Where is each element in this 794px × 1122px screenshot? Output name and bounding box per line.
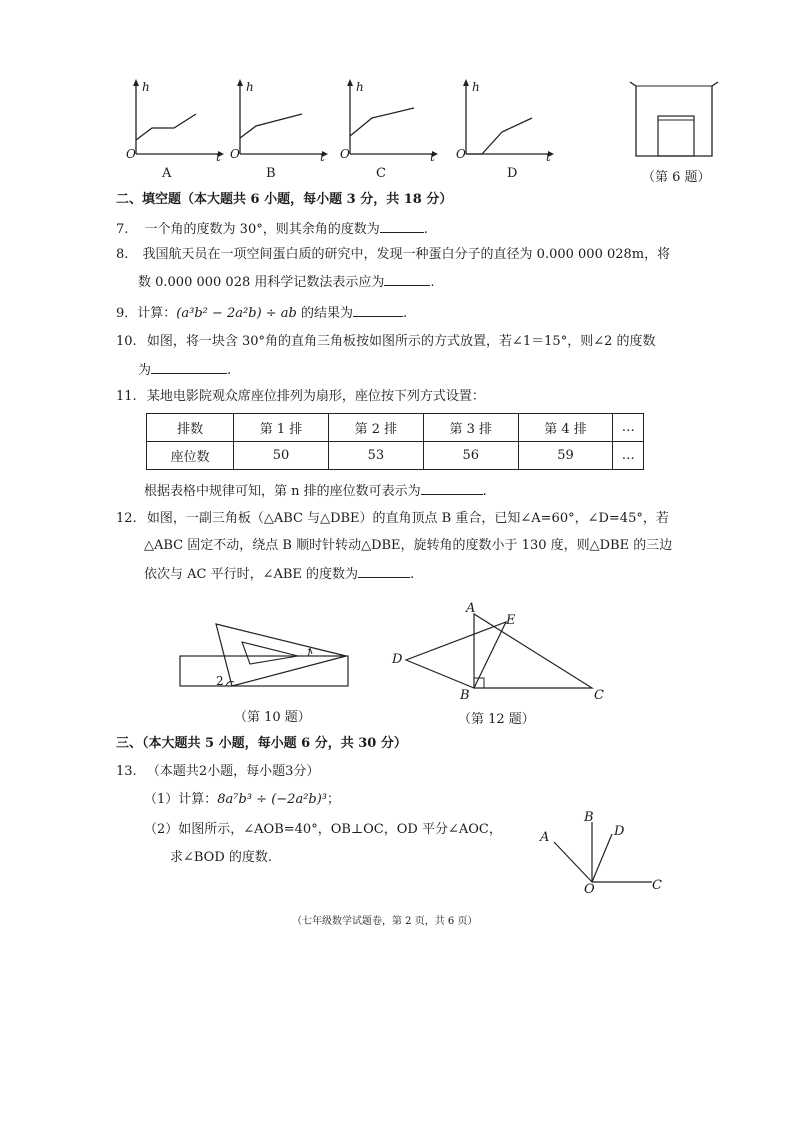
q8-text-line1: 我国航天员在一项空间蛋白质的研究中，发现一种蛋白分子的直径为 0.000 000 028m，将: [142, 247, 671, 262]
q9-expression: (a³b² − 2a²b) ÷ ab: [176, 306, 297, 321]
q9-answer-blank[interactable]: [353, 304, 403, 317]
q10-caption: （第 10 题）: [234, 710, 311, 725]
q12-text-line2: △ABC 固定不动，绕点 B 顺时针转动△DBE，旋转角的度数小于 130 度，则△DBE 的三边: [144, 538, 673, 553]
graph-a-t-label: t: [216, 150, 221, 164]
table-cell: …: [613, 442, 644, 470]
table-cell: 第 4 排: [518, 414, 613, 442]
q13-part2-line1: [144, 822, 502, 838]
q11-after: [144, 482, 487, 500]
q12-text-line3: 依次与 AC 平行时，∠ABE 的度数为: [144, 567, 359, 582]
q11-end: .: [482, 484, 487, 499]
graph-d-o-label: O: [456, 147, 466, 161]
q7-number: 7.: [116, 222, 129, 237]
graph-a-h-label: h: [142, 80, 150, 94]
table-row: [147, 442, 644, 470]
graph-d-h-label: h: [472, 80, 480, 94]
table-cell: 第 1 排: [234, 414, 329, 442]
q6-container-figure: [628, 78, 724, 160]
q10-fig-label-1: 1: [306, 648, 313, 659]
graph-a-o-label: O: [126, 147, 136, 161]
q12-figure: [390, 600, 610, 700]
section2-title: 二、填空题（本大题共 6 小题，每小题 3 分，共 18 分）: [116, 192, 453, 207]
q8-answer-blank[interactable]: [384, 273, 430, 286]
table-cell: 座位数: [147, 442, 234, 470]
q13-part2-line2: [170, 850, 272, 866]
graph-d-t-label: t: [546, 150, 551, 164]
q10-answer-blank[interactable]: [151, 361, 227, 374]
q8-line2: [138, 273, 435, 291]
q13-p1-label: （1）计算：: [144, 792, 218, 807]
q11-line: [116, 389, 485, 405]
graph-b-h-label: h: [246, 80, 254, 94]
table-cell: 59: [518, 442, 613, 470]
graph-a-label: A: [162, 166, 172, 181]
q8-text-line2: 数 0.000 000 028 用科学记数法表示应为: [138, 275, 385, 290]
q13-line: [116, 764, 319, 780]
table-cell: 50: [234, 442, 329, 470]
q12-caption: （第 12 题）: [458, 712, 535, 727]
q12-label-e: E: [506, 613, 516, 628]
q13-p2-text-line1: （2）如图所示，∠AOB=40°，OB⊥OC，OD 平分∠AOC，: [144, 822, 502, 837]
q12-text-line1: 如图，一副三角板（△ABC 与△DBE）的直角顶点 B 重合，已知∠A=60°，∠D=45°，若: [146, 511, 669, 526]
q6-caption: （第 6 题）: [642, 170, 711, 185]
page-footer: （七年级数学试题卷，第 2 页，共 6 页）: [292, 916, 478, 927]
q7-end: .: [423, 222, 428, 237]
q10-number: 10.: [116, 334, 137, 349]
q12-line2: [144, 538, 672, 554]
table-cell: 第 3 排: [423, 414, 518, 442]
q10-text-line2: 为: [138, 363, 152, 378]
graph-c-t-label: t: [430, 150, 435, 164]
q9: [116, 304, 407, 322]
q12-label-b: B: [460, 688, 470, 703]
q11-number: 11.: [116, 389, 137, 404]
q7-text: 一个角的度数为 30°，则其余角的度数为: [144, 222, 380, 237]
table-row: [147, 414, 644, 442]
graph-b-o-label: O: [230, 147, 240, 161]
graph-b-label: B: [266, 166, 276, 181]
q11-after-text: 根据表格中规律可知，第 n 排的座位数可表示为: [144, 484, 421, 499]
graph-c-h-label: h: [356, 80, 364, 94]
q11-text: 某地电影院观众席座位排列为扇形，座位按下列方式设置：: [146, 389, 485, 404]
table-cell: 排数: [147, 414, 234, 442]
q10-text-line1: 如图，将一块含 30°角的直角三角板按如图所示的方式放置，若∠1＝15°，则∠2 的度数: [146, 334, 656, 349]
q8-line1: [116, 247, 670, 263]
q13-angle-figure: [540, 812, 660, 892]
q10-end: .: [227, 363, 232, 378]
q12-label-c: C: [594, 688, 604, 703]
table-cell: 第 2 排: [328, 414, 423, 442]
table-cell: 53: [328, 442, 423, 470]
q13-p1-end: ；: [327, 792, 341, 807]
q8-end: .: [430, 275, 435, 290]
q13-label-d: D: [614, 824, 625, 839]
q12-label-d: D: [392, 652, 403, 667]
q7-answer-blank[interactable]: [380, 220, 424, 233]
q10-line1: [116, 334, 656, 350]
q13-label-c: C: [652, 878, 662, 893]
graph-c-o-label: O: [340, 147, 350, 161]
table-cell: …: [613, 414, 644, 442]
q9-pre: 计算：: [137, 306, 177, 321]
q13-part1: [144, 792, 340, 808]
q13-text: （本题共2小题，每小题3分）: [146, 764, 320, 779]
q9-post: 的结果为: [296, 306, 354, 321]
q9-end: .: [403, 306, 408, 321]
q10-fig-label-2: 2: [216, 674, 224, 688]
q13-label-b: B: [584, 810, 594, 825]
q13-label-o: O: [584, 882, 595, 897]
q10-line2: [138, 361, 231, 379]
q12-number: 12.: [116, 511, 137, 526]
section3-title: 三、（本大题共 5 小题，每小题 6 分，共 30 分）: [116, 736, 407, 751]
q12-line1: [116, 511, 669, 527]
q13-p1-expression: 8a⁷b³ ÷ (−2a²b)³: [217, 792, 328, 807]
q13-p2-text-line2: 求∠BOD 的度数.: [170, 850, 273, 865]
q12-line3: [144, 565, 414, 583]
q13-label-a: A: [540, 830, 550, 845]
q11-seat-table: [146, 413, 644, 470]
q7: [116, 220, 428, 238]
q9-number: 9．: [116, 306, 138, 321]
graph-b-t-label: t: [320, 150, 325, 164]
graph-c-label: C: [376, 166, 386, 181]
graph-d-label: D: [507, 166, 518, 181]
q11-answer-blank[interactable]: [421, 482, 483, 495]
q8-number: 8.: [116, 247, 129, 262]
q12-answer-blank[interactable]: [358, 565, 410, 578]
q10-figure: [178, 614, 350, 692]
q12-end: .: [410, 567, 415, 582]
table-cell: 56: [423, 442, 518, 470]
q13-number: 13.: [116, 764, 137, 779]
q12-label-a: A: [466, 601, 476, 616]
